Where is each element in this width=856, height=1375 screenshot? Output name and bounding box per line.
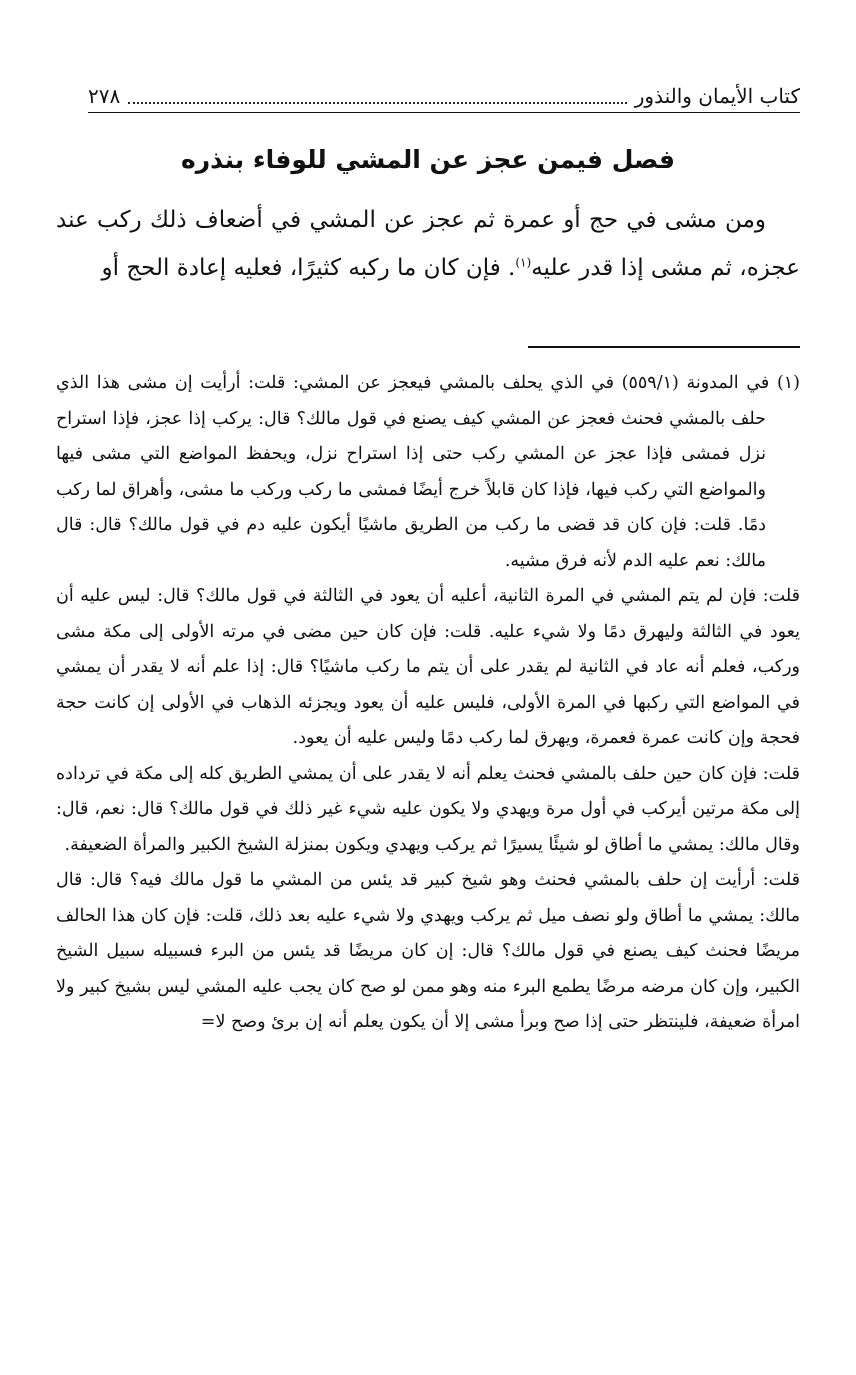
footnote-paragraph-4: قلت: أرأيت إن حلف بالمشي فحنث وهو شيخ كبير قد يئس من المشي ما قول مالك فيه؟ قال: قال مالك: يمشي ما أطاق ولو نصف ميل ثم يركب ويهدي ولا شيء عليه بعد ذلك، قلت: فإن كان هذا الحالف مريضًا فحنث كيف يصنع في قول مالك؟ قال: إن كان مريضًا قد يئس من البرء فسبيله سبيل الشيخ الكبير، وإن كان مرضه مرضًا يطمع البرء منه وهو ممن لو صح كان يجب عليه المشي ليس بشيخ كبير ولا امرأة ضعيفة، فلينتظر حتى إذا صح وبرأ مشى إلا أن يكون يعلم أنه إن برئ وصح لا= [56,870,800,1032]
footnote-paragraph-1 [56,366,800,579]
footnote-paragraph-3: قلت: فإن كان حين حلف بالمشي فحنث يعلم أنه لا يقدر على أن يمشي الطريق كله إلى مكة في ترداده إلى مكة مرتين أيركب في أول مرة ويهدي ولا يكون عليه شيء غير ذلك في قول مالك؟ قال: نعم، قال: وقال مالك: يمشي ما أطاق لو شيئًا يسيرًا ثم يركب ويهدي ويكون بمنزلة الشيخ الكبير والمرأة الضعيفة. [56,763,800,855]
footnote-reference[interactable]: (١) [515,255,532,270]
footnote-separator [528,346,800,348]
footnotes [56,366,800,1041]
footnote-paragraph-2: قلت: فإن لم يتم المشي في المرة الثانية، أعليه أن يعود في الثالثة في قول مالك؟ قال: ليس عليه أن يعود في الثالثة وليهرق دمًا ولا شيء عليه. قلت: فإن كان حين مضى في مرته الأولى إلى مكة مشى وركب، فعلم أنه عاد في الثانية لم يقدر على أن يتم ما ركب ماشيًا؟ قال: إذا علم أنه لا يقدر أن يمشي في المواضع التي ركبها في المرة الأولى، فليس عليه أن يعود ويجزئه الذهاب في الأولى إن كانت حجة فحجة وإن كانت عمرة فعمرة، ويهرق لما ركب دمًا وليس عليه أن يعود. [56,586,800,748]
footnote-text-1: في المدونة (٥٥٩/١) في الذي يحلف بالمشي فيعجز عن المشي: قلت: أرأيت إن مشى هذا الذي حلف بالمشي فحنث فعجز عن المشي كيف يصنع في قول مالك؟ قال: يركب إذا عجز، فإذا استراح نزل فمشى فإذا عجز عن المشي ركب حتى إذا استراح نزل، ويحفظ المواضع التي مشى فيها والمواضع التي ركب فيها، فإذا كان قابلاً خرج أيضًا فمشى ما ركب وركب ما مشى، وأهراق لما ركب دمًا. قلت: فإن كان قد قضى ما ركب من الطريق ماشيًا أيكون عليه دم في قول مالك؟ قال: قال مالك: نعم عليه الدم لأنه فرق مشيه. [56,373,770,571]
section-title: فصل فيمن عجز عن المشي للوفاء بنذره [180,145,676,174]
header-rule [88,112,800,113]
book-title: كتاب الأيمان والنذور [634,84,800,108]
main-text-part2: . فإن كان ما ركبه كثيرًا، فعليه إعادة الحج أو [101,255,516,281]
page-number: ٢٧٨ [88,84,121,108]
leader-dots [128,101,627,104]
main-paragraph [56,196,800,292]
running-header [88,74,800,110]
footnote-marker: (١) [776,373,800,393]
main-text [56,196,800,292]
main-text-part1: ومن مشى في حج أو عمرة ثم عجز عن المشي في أضعاف ذلك ركب عند عجزه، ثم مشى إذا قدر عليه [56,207,800,281]
